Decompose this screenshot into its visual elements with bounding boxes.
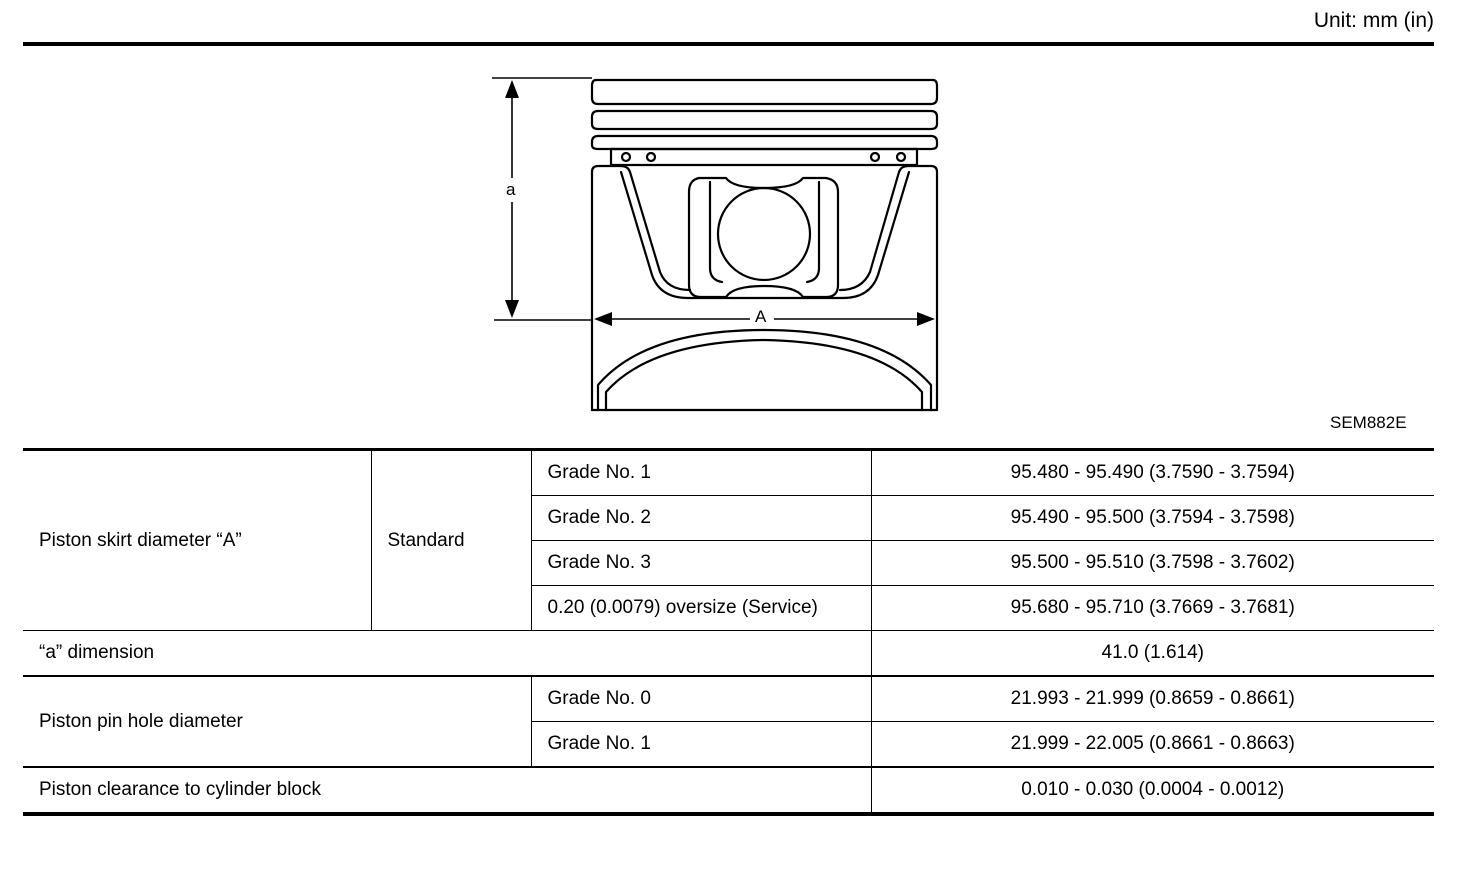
grade-cell: Grade No. 0 (531, 676, 871, 722)
value-cell: 0.010 - 0.030 (0.0004 - 0.0012) (871, 767, 1434, 814)
value-cell: 95.500 - 95.510 (3.7598 - 3.7602) (871, 541, 1434, 586)
value-cell: 95.490 - 95.500 (3.7594 - 3.7598) (871, 496, 1434, 541)
value-cell: 21.999 - 22.005 (0.8661 - 0.8663) (871, 722, 1434, 768)
piston-skirt-label: Piston skirt diameter “A” (23, 450, 371, 631)
value-cell: 41.0 (1.614) (871, 631, 1434, 677)
grade-cell: Grade No. 2 (531, 496, 871, 541)
dimension-a-label: a (506, 180, 516, 199)
table-row (23, 631, 1434, 677)
standard-label: Standard (371, 450, 531, 631)
table-row (23, 676, 1434, 722)
header-rule (23, 42, 1434, 46)
grade-cell: Grade No. 1 (531, 722, 871, 768)
figure-code: SEM882E (1330, 413, 1407, 432)
grade-cell: Grade No. 1 (531, 450, 871, 496)
table-row (23, 450, 1434, 496)
piston-drawing (480, 70, 960, 420)
piston-spec-table (23, 448, 1434, 816)
value-cell: 21.993 - 21.999 (0.8659 - 0.8661) (871, 676, 1434, 722)
value-cell: 95.680 - 95.710 (3.7669 - 3.7681) (871, 586, 1434, 631)
a-dimension-label: “a” dimension (23, 631, 871, 677)
piston-diagram (480, 70, 960, 420)
grade-cell: Grade No. 3 (531, 541, 871, 586)
clearance-label: Piston clearance to cylinder block (23, 767, 871, 814)
dimension-A-label: A (755, 307, 767, 326)
pin-hole-label: Piston pin hole diameter (23, 676, 531, 767)
grade-cell: 0.20 (0.0079) oversize (Service) (531, 586, 871, 631)
table-row (23, 767, 1434, 814)
unit-label: Unit: mm (in) (1313, 9, 1434, 32)
value-cell: 95.480 - 95.490 (3.7590 - 3.7594) (871, 450, 1434, 496)
